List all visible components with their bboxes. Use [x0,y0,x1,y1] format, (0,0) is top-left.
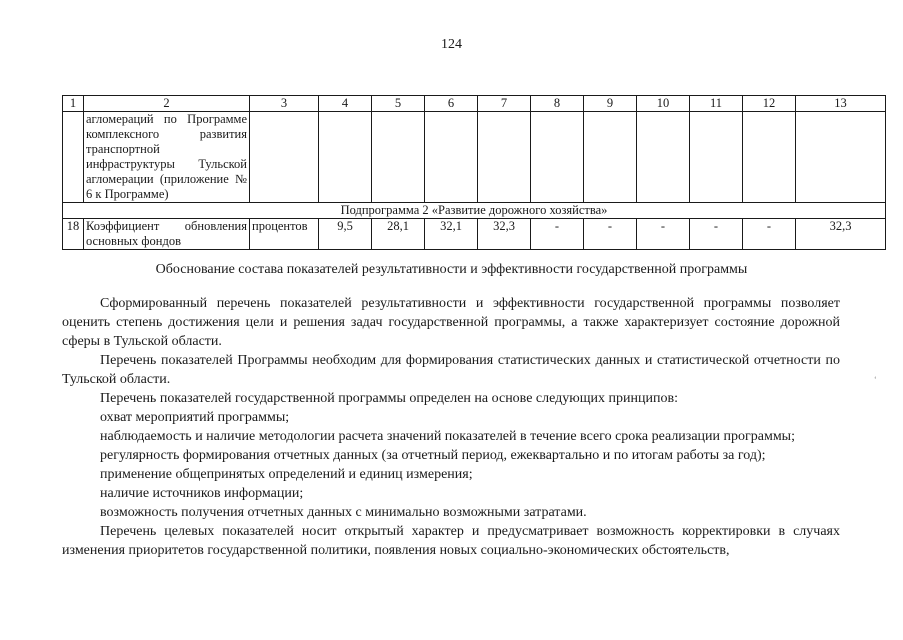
value-cell: - [584,219,637,250]
value-cell: 28,1 [372,219,425,250]
scan-artifact-mark: ʻ [874,375,877,384]
column-header: 11 [690,96,743,112]
subprogram-row [63,203,886,219]
column-header: 12 [743,96,796,112]
subprogram-title: Подпрограмма 2 «Развитие дорожного хозяйства» [63,203,886,219]
column-header: 7 [478,96,531,112]
table-row [63,219,886,250]
value-cell: - [637,219,690,250]
column-header: 8 [531,96,584,112]
paragraph: Перечень целевых показателей носит открытый характер и предусматривает возможность корректировки в случаях изменения приоритетов государственной политики, появления новых социально-экономических обстоятельств, [62,524,840,558]
indicator-name-cell: Коэффициент обновления основных фондов [84,219,250,250]
list-item: охват мероприятий программы; [100,410,290,425]
table-cell [372,112,425,203]
indicators-table [62,95,886,250]
paragraph: Сформированный перечень показателей результативности и эффективности государственной программы позволяет оценить степень достижения цели и решения задач государственной программы, а также характеризует состояние дорожной сферы в Тульской области. [62,296,840,349]
column-header: 3 [250,96,319,112]
column-header: 6 [425,96,478,112]
total-value-cell: 32,3 [796,219,886,250]
table-cell [531,112,584,203]
table-cell [743,112,796,203]
paragraph: Перечень показателей государственной программы определен на основе следующих принципов: [100,391,678,406]
page-number: 124 [441,37,462,52]
value-cell: 32,1 [425,219,478,250]
list-item: применение общепринятых определений и единиц измерения; [100,467,473,482]
column-header: 4 [319,96,372,112]
table-cell [425,112,478,203]
table-cell [690,112,743,203]
table-row-continuation [63,112,886,203]
row-number-cell: 18 [63,219,84,250]
table-cell [319,112,372,203]
unit-cell: процентов [250,219,319,250]
column-header: 10 [637,96,690,112]
value-cell: 9,5 [319,219,372,250]
table-cell [478,112,531,203]
list-item: возможность получения отчетных данных с минимально возможными затратами. [100,505,587,520]
paragraph: Перечень показателей Программы необходим для формирования статистических данных и статистической отчетности по Тульской области. [62,353,840,387]
column-header: 5 [372,96,425,112]
table-cell [637,112,690,203]
column-header: 2 [84,96,250,112]
table-cell [63,112,84,203]
column-header: 9 [584,96,637,112]
value-cell: - [531,219,584,250]
value-cell: - [690,219,743,250]
column-header: 1 [63,96,84,112]
value-cell: 32,3 [478,219,531,250]
table-cell [584,112,637,203]
body-text [62,294,840,560]
section-heading: Обоснование состава показателей результативности и эффективности государственной программы [155,262,748,277]
table-cell [796,112,886,203]
list-item: наблюдаемость и наличие методологии расчета значений показателей в течение всего срока реализации программы; [100,429,795,444]
list-item: регулярность формирования отчетных данных (за отчетный период, ежеквартально и по итогам работы за год); [100,448,766,463]
table-cell [250,112,319,203]
indicator-name-cell: агломераций по Программе комплексного развития транспортной инфраструктуры Тульской агломерации (приложение № 6 к Программе) [84,112,250,203]
table-header-row [63,96,886,112]
value-cell: - [743,219,796,250]
column-header: 13 [796,96,886,112]
list-item: наличие источников информации; [100,486,304,501]
